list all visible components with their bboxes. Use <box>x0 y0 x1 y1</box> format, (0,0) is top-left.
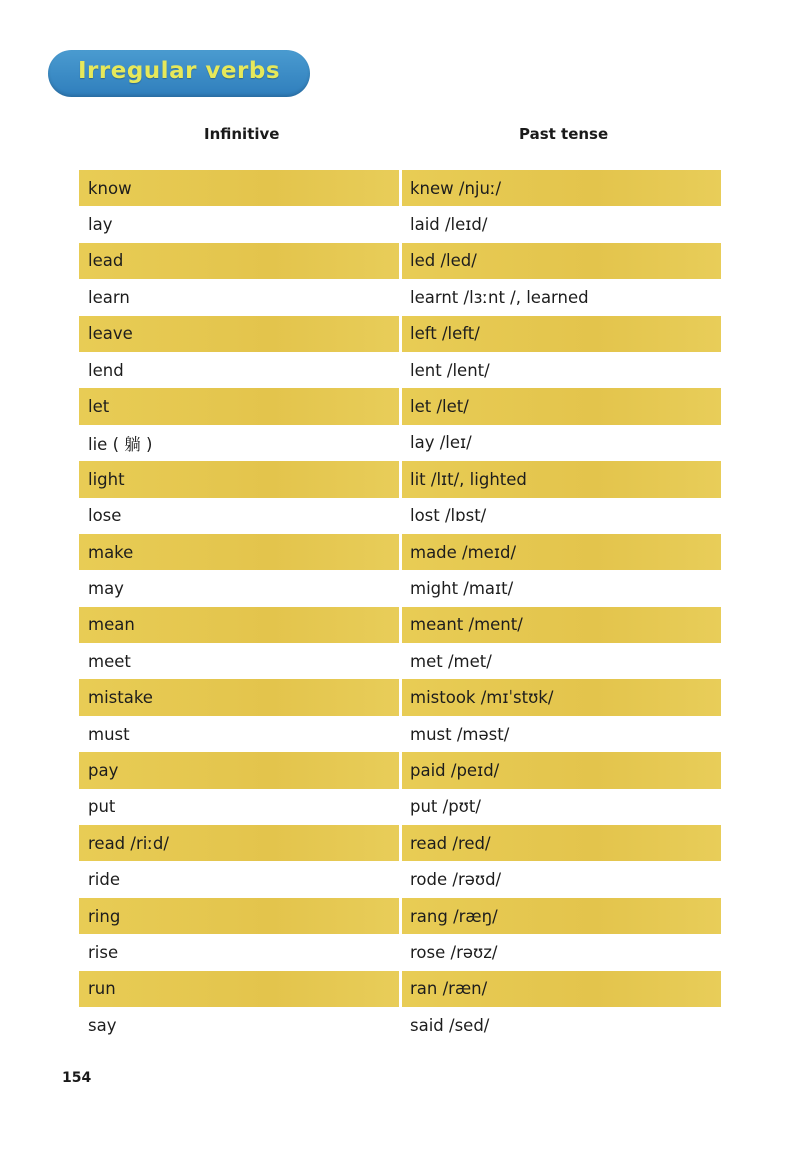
infinitive-cell: run <box>79 971 399 1007</box>
infinitive-cell: lose <box>88 506 122 526</box>
past-tense-cell: rang /ræŋ/ <box>402 898 721 934</box>
page-number: 154 <box>62 1070 92 1086</box>
past-tense-cell: mistook /mɪˈstʊk/ <box>402 679 721 715</box>
infinitive-cell: lie ( 躺 ) <box>88 434 153 454</box>
table-row <box>79 861 721 897</box>
table-row <box>79 607 721 643</box>
past-tense-cell: lent /lent/ <box>410 360 490 380</box>
page-title: Irregular verbs <box>78 58 281 84</box>
table-row <box>79 425 721 461</box>
table-row <box>79 570 721 606</box>
table-row <box>79 461 721 497</box>
infinitive-cell: say <box>88 1015 117 1035</box>
infinitive-cell: may <box>88 578 124 598</box>
infinitive-cell: must <box>88 724 130 744</box>
table-row <box>79 971 721 1007</box>
past-tense-cell: led /led/ <box>402 243 721 279</box>
infinitive-cell: leave <box>79 316 399 352</box>
infinitive-cell: learn <box>88 287 130 307</box>
past-tense-cell: might /maɪt/ <box>410 578 514 598</box>
past-tense-cell: rose /rəʊz/ <box>410 942 498 962</box>
table-row <box>79 388 721 424</box>
infinitive-cell: pay <box>79 752 399 788</box>
table-row <box>79 243 721 279</box>
past-tense-cell: lost /lɒst/ <box>410 506 487 526</box>
infinitive-cell: mistake <box>79 679 399 715</box>
infinitive-cell: lay <box>88 215 113 235</box>
infinitive-cell: know <box>79 170 399 206</box>
table-row <box>79 352 721 388</box>
table-row <box>79 534 721 570</box>
past-tense-cell: read /red/ <box>402 825 721 861</box>
verb-table <box>79 170 721 1043</box>
table-row <box>79 279 721 315</box>
header-past-tense: Past tense <box>519 125 609 143</box>
infinitive-cell: make <box>79 534 399 570</box>
table-row <box>79 752 721 788</box>
past-tense-cell: knew /njuː/ <box>402 170 721 206</box>
infinitive-cell: mean <box>79 607 399 643</box>
past-tense-cell: meant /ment/ <box>402 607 721 643</box>
past-tense-cell: let /let/ <box>402 388 721 424</box>
past-tense-cell: lay /leɪ/ <box>410 433 472 453</box>
infinitive-cell: ring <box>79 898 399 934</box>
table-row <box>79 1007 721 1043</box>
table-row <box>79 679 721 715</box>
infinitive-cell: rise <box>88 942 119 962</box>
table-row <box>79 716 721 752</box>
table-row <box>79 498 721 534</box>
table-row <box>79 934 721 970</box>
past-tense-cell: met /met/ <box>410 651 492 671</box>
past-tense-cell: laid /leɪd/ <box>410 215 488 235</box>
table-row <box>79 898 721 934</box>
infinitive-cell: lend <box>88 360 124 380</box>
header-infinitive: Infinitive <box>204 125 280 143</box>
past-tense-cell: made /meɪd/ <box>402 534 721 570</box>
past-tense-cell: left /left/ <box>402 316 721 352</box>
past-tense-cell: ran /ræn/ <box>402 971 721 1007</box>
infinitive-cell: light <box>79 461 399 497</box>
table-row <box>79 206 721 242</box>
infinitive-cell: meet <box>88 651 131 671</box>
past-tense-cell: paid /peɪd/ <box>402 752 721 788</box>
infinitive-cell: put <box>88 797 116 817</box>
table-row <box>79 316 721 352</box>
past-tense-cell: learnt /lɜːnt /, learned <box>410 287 589 307</box>
infinitive-cell: read /riːd/ <box>79 825 399 861</box>
infinitive-cell: ride <box>88 870 120 890</box>
title-banner <box>48 50 310 97</box>
past-tense-cell: put /pʊt/ <box>410 797 481 817</box>
infinitive-cell: lead <box>79 243 399 279</box>
past-tense-cell: said /sed/ <box>410 1015 490 1035</box>
past-tense-cell: lit /lɪt/, lighted <box>402 461 721 497</box>
past-tense-cell: must /məst/ <box>410 724 510 744</box>
table-row <box>79 825 721 861</box>
table-row <box>79 170 721 206</box>
table-row <box>79 789 721 825</box>
past-tense-cell: rode /rəʊd/ <box>410 870 502 890</box>
table-row <box>79 643 721 679</box>
infinitive-cell: let <box>79 388 399 424</box>
